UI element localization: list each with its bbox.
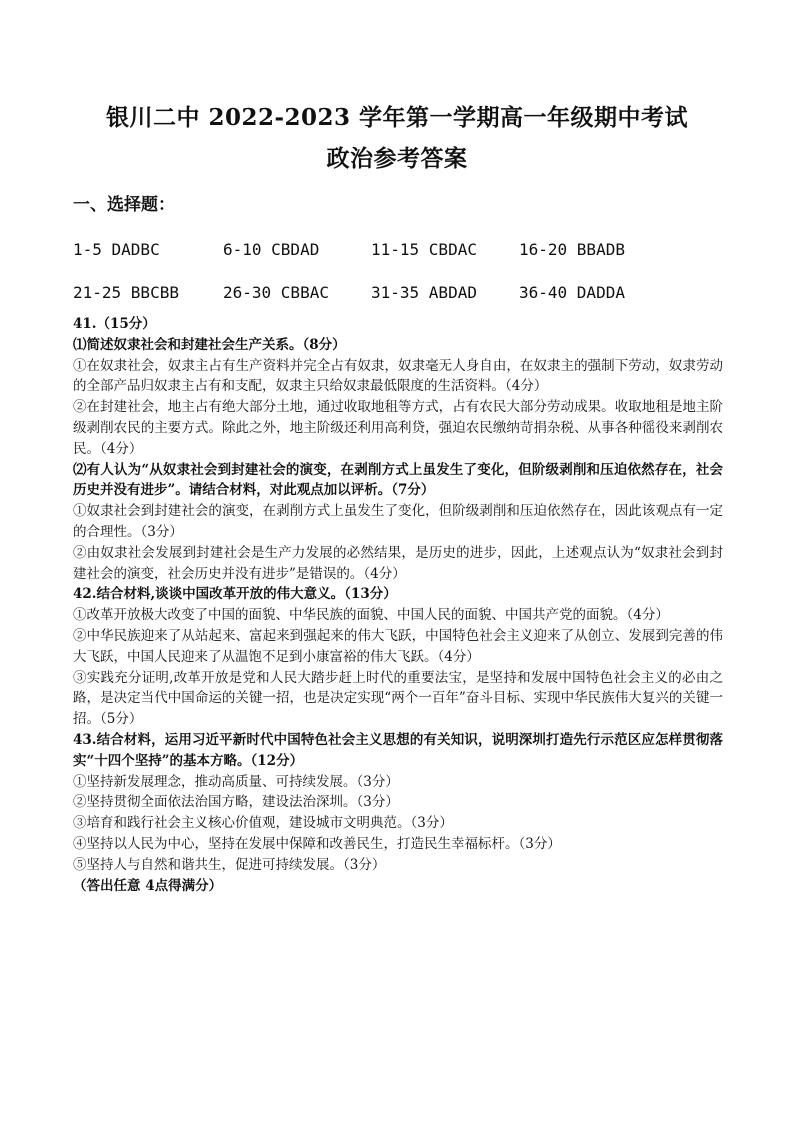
q43-point-3: ③培育和践行社会主义核心价值观，建设城市文明典范。（3分）	[73, 815, 453, 832]
mc-answer-group: 16-20 BBADB	[519, 240, 625, 259]
mc-answer-group: 36-40 DADDA	[519, 283, 625, 302]
q43-point-2: ②坚持贯彻全面依法治国方略，建设法治深圳。（3分）	[73, 794, 399, 811]
section-heading-multiple-choice: 一、选择题：	[73, 195, 175, 215]
q41-sub2-point-1: ①奴隶社会到封建社会的演变，在剥削方式上虽发生了变化，但阶级剥削和压迫依然存在，因此该观点有一定的合理性。（3分）	[73, 503, 723, 540]
answer-body	[73, 314, 723, 896]
q43-point-4: ④坚持以人民为中心，坚持在发展中保障和改善民生，打造民生幸福标杆。（3分）	[73, 835, 561, 852]
mc-answer-group: 11-15 CBDAC	[371, 240, 477, 259]
q41-sub2-title: ⑵有人认为“从奴隶社会到封建社会的演变，在剥削方式上虽发生了变化，但阶级剥削和压迫依然存在，社会历史并没有进步”。请结合材料，对此观点加以评析。（7分）	[73, 461, 723, 499]
q43-scoring-note: （答出任意 4点得满分）	[73, 877, 223, 894]
mc-answer-group: 6-10 CBDAD	[223, 240, 320, 259]
mc-answer-group: 26-30 CBBAC	[223, 283, 329, 302]
page-subtitle: 政治参考答案	[326, 145, 468, 172]
page-title: 银川二中 2022-2023 学年第一学期高一年级期中考试	[105, 104, 689, 131]
q42-title: 42.结合材料,谈谈中国改革开放的伟大意义。（13分）	[73, 586, 397, 603]
mc-answer-group: 31-35 ABDAD	[371, 283, 477, 302]
q41-sub1-point-1: ①在奴隶社会，奴隶主占有生产资料并完全占有奴隶，奴隶毫无人身自由，在奴隶主的强制下劳动，奴隶劳动的全部产品归奴隶主占有和支配，奴隶主只给奴隶最低限度的生活资料。（4分）	[73, 357, 723, 395]
q42-point-3: ③实践充分证明,改革开放是党和人民大踏步赶上时代的重要法宝，是坚持和发展中国特色社会主义的必由之路，是决定当代中国命运的关键一招，也是决定实现“两个一百年”奋斗目标、实现中华民族伟大复兴的关键一招。（5分）	[73, 669, 723, 728]
q41-sub2-point-2: ②由奴隶社会发展到封建社会是生产力发展的必然结果，是历史的进步，因此，上述观点认为“奴隶社会到封建社会的演变，社会历史并没有进步”是错误的。（4分）	[73, 544, 723, 582]
q41-header: 41.（15分）	[73, 316, 156, 332]
mc-answer-group: 1-5 DADBC	[73, 240, 160, 259]
q43-point-5: ⑤坚持人与自然和谐共生，促进可持续发展。（3分）	[73, 856, 386, 873]
q43-title: 43.结合材料，运用习近平新时代中国特色社会主义思想的有关知识，说明深圳打造先行示范区应怎样贯彻落实“十四个坚持”的基本方略。（12分）	[73, 731, 723, 769]
q43-point-1: ①坚持新发展理念，推动高质量、可持续发展。（3分）	[73, 773, 399, 790]
mc-answer-group: 21-25 BBCBB	[73, 283, 179, 302]
q41-sub1-title: ⑴简述奴隶社会和封建社会生产关系。（8分）	[73, 336, 346, 353]
q42-point-1: ①改革开放极大改变了中国的面貌、中华民族的面貌、中国人民的面貌、中国共产党的面貌。（4分）	[73, 607, 669, 624]
q41-sub1-point-2: ②在封建社会，地主占有绝大部分土地，通过收取地租等方式，占有农民大部分劳动成果。收取地租是地主阶级剥削农民的主要方式。除此之外，地主阶级还利用高利贷，强迫农民缴纳苛捐杂税、从事各种徭役来剥削农民。（4分）	[73, 399, 723, 457]
q42-point-2: ②中华民族迎来了从站起来、富起来到强起来的伟大飞跃，中国特色社会主义迎来了从创立、发展到完善的伟大飞跃，中国人民迎来了从温饱不足到小康富裕的伟大飞跃。（4分）	[73, 627, 723, 665]
